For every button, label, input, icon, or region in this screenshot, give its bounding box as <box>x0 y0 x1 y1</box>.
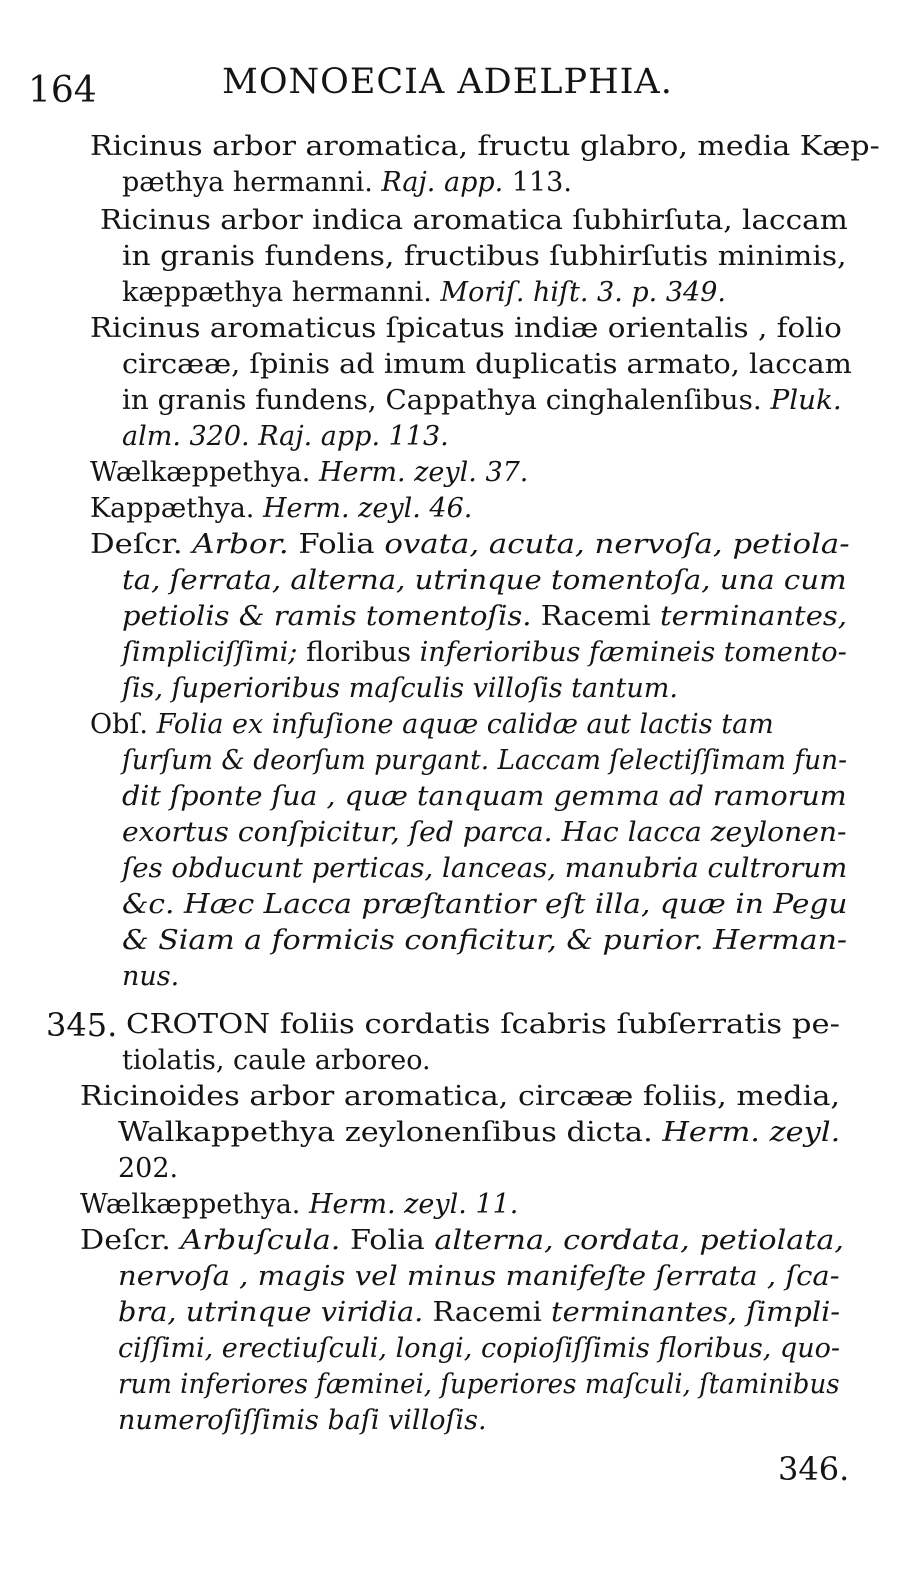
text-line <box>122 924 847 958</box>
running-title: MONOECIA ADELPHIA. <box>222 62 673 102</box>
text-line <box>118 1368 840 1402</box>
text-line <box>122 636 847 670</box>
italic-text: Raj. app. <box>381 167 504 198</box>
italic-text: ſes obducunt perticas, lanceas, manubria cultrorum <box>122 853 848 884</box>
text-line <box>122 420 449 454</box>
italic-text: nus. <box>122 961 180 992</box>
roman-text: Deſcr. <box>90 529 193 560</box>
italic-text: ciſſimi, erectiuſculi, longi, copioſiſſimis floribus, quo- <box>118 1333 840 1364</box>
text-line <box>90 492 472 526</box>
text-line <box>122 780 847 814</box>
text-line <box>118 1152 178 1186</box>
text-line <box>90 528 850 562</box>
italic-text: nervoſa , magis vel minus manifeſte ſerrata , ſca- <box>118 1261 840 1292</box>
roman-text: pæthya hermanni. <box>122 167 382 198</box>
text-line <box>118 1116 840 1150</box>
text-line <box>122 672 678 706</box>
text-line <box>80 1080 840 1114</box>
italic-text: ſurſum & deorſum purgant. Laccam ſelectiſſimam fun- <box>122 745 848 776</box>
roman-text: floribus <box>297 637 420 668</box>
italic-text: numeroſiſſimis baſi villoſis. <box>118 1405 487 1436</box>
section-number: 345. <box>46 1006 118 1044</box>
text-line <box>122 960 179 994</box>
italic-text: dit ſponte ſua , quæ tanquam gemma ad ramorum <box>122 781 847 812</box>
text-line <box>122 348 852 382</box>
roman-text: Folia <box>288 529 385 560</box>
text-line <box>122 816 847 850</box>
italic-text: ta, ſerrata, alterna, utrinque tomentoſa, una cum <box>122 565 847 596</box>
text-line <box>90 708 774 742</box>
text-line <box>122 600 847 634</box>
text-line <box>122 1044 431 1078</box>
text-line <box>126 1008 840 1042</box>
roman-text: Ricinus arbor indica aromatica ſubhirſuta, laccam <box>100 205 848 236</box>
italic-text: exortus conſpicitur, ſed parca. Hac lacca zeylonen- <box>122 817 847 848</box>
catchword: 346. <box>778 1450 850 1488</box>
roman-text: 113. <box>503 167 572 198</box>
text-line <box>118 1296 840 1330</box>
roman-text: CROTON foliis cordatis ſcabris ſubſerratis pe- <box>126 1009 840 1040</box>
text-line <box>122 564 847 598</box>
roman-text: Obſ. <box>90 709 157 740</box>
text-line <box>122 384 842 418</box>
roman-text: Ricinus arbor aromatica, fructu glabro, media Kæp- <box>90 131 880 162</box>
italic-text: ſis, ſuperioribus maſculis villoſis tantum. <box>122 673 678 704</box>
roman-text: kæppæthya hermanni. <box>122 277 441 308</box>
text-line <box>118 1404 487 1438</box>
italic-text: petiolis & ramis tomentoſis. <box>122 601 532 632</box>
roman-text: Kappæthya. <box>90 493 263 524</box>
italic-text: alm. 320. Raj. app. 113. <box>122 421 449 452</box>
text-line <box>118 1332 840 1366</box>
page-number: 164 <box>28 70 97 111</box>
italic-text: Arbor. <box>192 529 289 560</box>
text-line <box>100 204 848 238</box>
roman-text: tiolatis, caule arboreo. <box>122 1045 431 1076</box>
italic-text: Moriſ. hiſt. 3. p. 349. <box>440 277 726 308</box>
italic-text: & Siam a formicis conficitur, & purior. Herman- <box>122 925 848 956</box>
text-line <box>122 276 726 310</box>
italic-text: Arbuſcula. <box>180 1225 341 1256</box>
text-line <box>90 130 880 164</box>
text-line <box>122 166 572 200</box>
italic-text: Folia ex infuſione aquæ calidæ aut lactis tam <box>156 709 774 740</box>
italic-text: terminantes, ſimpli- <box>551 1297 841 1328</box>
italic-text: alterna, cordata, petiolata, <box>434 1225 844 1256</box>
roman-text: Racemi <box>423 1297 552 1328</box>
italic-text: Herm. zeyl. 37. <box>318 457 529 488</box>
text-line <box>90 312 842 346</box>
text-line <box>80 1188 518 1222</box>
italic-text: ſimpliciſſimi; <box>122 637 298 668</box>
text-line <box>122 240 847 274</box>
roman-text: Ricinoides arbor aromatica, circææ foliis, media, <box>80 1081 841 1112</box>
roman-text: Ricinus aromaticus ſpicatus indiæ orientalis , folio <box>90 313 842 344</box>
roman-text: Wælkæppethya. <box>80 1189 309 1220</box>
italic-text: bra, utrinque viridia. <box>118 1297 424 1328</box>
roman-text: in granis fundens, Cappathya cinghalenſibus. <box>122 385 771 416</box>
roman-text: Racemi <box>531 601 660 632</box>
italic-text: rum inferiores fæminei, ſuperiores maſculi, ſtaminibus <box>118 1369 840 1400</box>
roman-text: Walkappethya zeylonenſibus dicta. <box>118 1117 663 1148</box>
roman-text: Wælkæppethya. <box>90 457 319 488</box>
italic-text: Herm. zeyl. <box>662 1117 841 1148</box>
italic-text: Pluk. <box>770 385 842 416</box>
roman-text: in granis fundens, fructibus ſubhirſutis minimis, <box>122 241 847 272</box>
italic-text: ovata, acuta, nervoſa, petiola- <box>384 529 850 560</box>
italic-text: inferioribus fæmineis tomento- <box>419 637 847 668</box>
text-line <box>122 744 847 778</box>
text-line <box>122 888 848 922</box>
roman-text: Deſcr. <box>80 1225 181 1256</box>
italic-text: Herm. zeyl. 46. <box>262 493 473 524</box>
text-line <box>80 1224 844 1258</box>
text-line <box>122 852 847 886</box>
roman-text: Folia <box>340 1225 435 1256</box>
roman-text: 202. <box>118 1153 179 1184</box>
italic-text: &c. Hæc Lacca præſtantior eſt illa, quæ in Pegu <box>122 889 848 920</box>
italic-text: Herm. zeyl. 11. <box>308 1189 519 1220</box>
italic-text: terminantes, <box>659 601 847 632</box>
text-line <box>90 456 528 490</box>
text-line <box>118 1260 840 1294</box>
roman-text: circææ, ſpinis ad imum duplicatis armato, laccam <box>122 349 852 380</box>
